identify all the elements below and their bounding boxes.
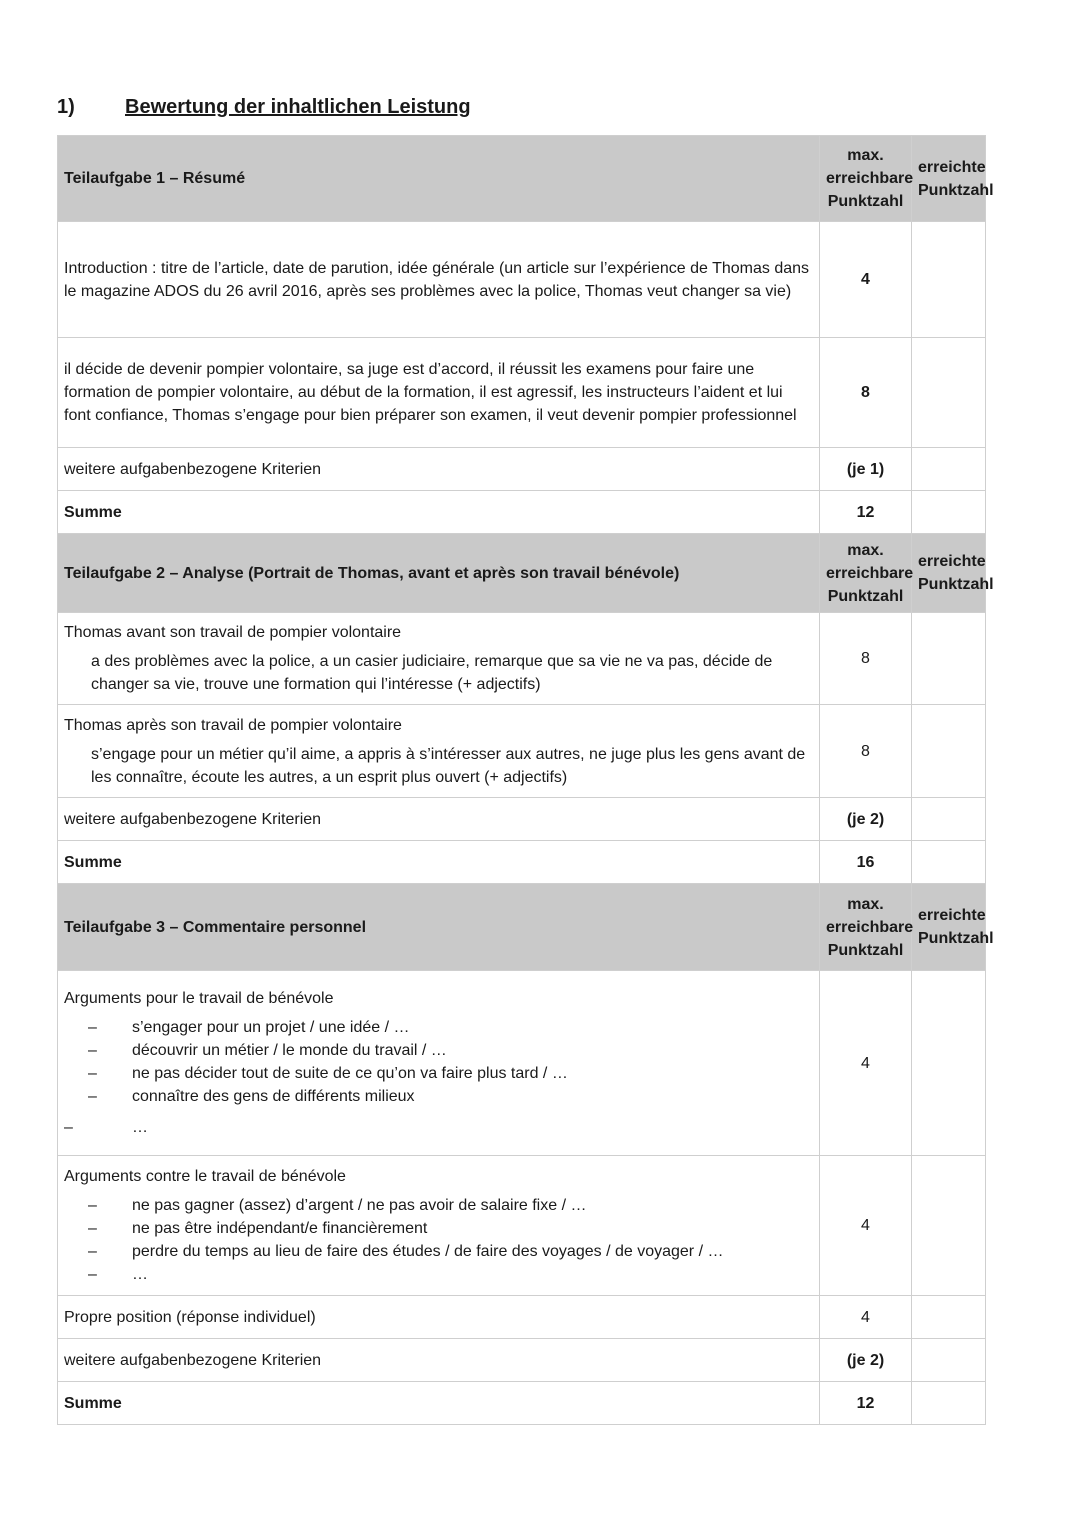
t1-sum-points: 12 xyxy=(820,491,912,534)
achieved-cell[interactable] xyxy=(912,222,986,338)
achieved-cell[interactable] xyxy=(912,338,986,448)
t3-contre-heading: Arguments contre le travail de bénévole xyxy=(64,1168,346,1185)
t2-before xyxy=(58,613,820,705)
t2-title: Teilaufgabe 2 – Analyse (Portrait de Thomas, avant et après son travail bénévole) xyxy=(58,534,820,613)
achieved-cell[interactable] xyxy=(912,705,986,798)
t1-body: il décide de devenir pompier volontaire, sa juge est d’accord, il réussit les examens pour faire une formation de pompier volontaire, au début de la formation, il est agressif, les instructeurs l’aident et lui font confiance, Thomas s’engage pour bien préparer son examen, il veut devenir pompier professionnel xyxy=(58,338,820,448)
list-item: – ne pas gagner (assez) d’argent / ne pas avoir de salaire fixe / … xyxy=(88,1197,587,1214)
max-points-header: max. erreichbare Punktzahl xyxy=(820,136,912,222)
list-item: – ne pas décider tout de suite de ce qu’on va faire plus tard / … xyxy=(88,1065,568,1082)
t3-sum-points: 12 xyxy=(820,1382,912,1425)
achieved-cell[interactable] xyxy=(912,1296,986,1339)
t2-header-row xyxy=(58,534,986,613)
t2-sum-points: 16 xyxy=(820,841,912,884)
table-row xyxy=(58,1382,986,1425)
achieved-cell[interactable] xyxy=(912,491,986,534)
t1-body-points: 8 xyxy=(820,338,912,448)
t2-further: weitere aufgabenbezogene Kriterien xyxy=(58,798,820,841)
t1-further: weitere aufgabenbezogene Kriterien xyxy=(58,448,820,491)
t1-intro: Introduction : titre de l’article, date de parution, idée générale (un article sur l’expérience de Thomas dans le magazine ADOS du 26 avril 2016, après ses problèmes avec la police, Thomas veut changer sa vie) xyxy=(58,222,820,338)
achieved-cell[interactable] xyxy=(912,448,986,491)
list-item: – ne pas être indépendant/e financièrement xyxy=(88,1220,428,1237)
t1-intro-points: 4 xyxy=(820,222,912,338)
achieved-cell[interactable] xyxy=(912,971,986,1156)
table-row xyxy=(58,222,986,338)
t3-pour-heading: Arguments pour le travail de bénévole xyxy=(64,990,334,1007)
table-row xyxy=(58,1339,986,1382)
t3-contre xyxy=(58,1156,820,1296)
list-item: – connaître des gens de différents milieux xyxy=(88,1088,415,1105)
t3-pour-points: 4 xyxy=(820,971,912,1156)
t3-further: weitere aufgabenbezogene Kriterien xyxy=(58,1339,820,1382)
t3-sum: Summe xyxy=(58,1382,820,1425)
achieved-cell[interactable] xyxy=(912,798,986,841)
achieved-points-header: erreichte Punktzahl xyxy=(912,884,986,971)
t3-contre-points: 4 xyxy=(820,1156,912,1296)
t3-position-points: 4 xyxy=(820,1296,912,1339)
table-row xyxy=(58,841,986,884)
t1-further-points: (je 1) xyxy=(820,448,912,491)
list-item: – … xyxy=(88,1266,148,1283)
t1-header-row xyxy=(58,136,986,222)
table-row xyxy=(58,448,986,491)
t2-before-text: a des problèmes avec la police, a un casier judiciaire, remarque que sa vie ne va pas, décide de changer sa vie, trouve une formation qui l’intéresse (+ adjectifs) xyxy=(91,653,773,693)
achieved-cell[interactable] xyxy=(912,1156,986,1296)
t2-sum: Summe xyxy=(58,841,820,884)
max-points-header: max. erreichbare Punktzahl xyxy=(820,884,912,971)
t3-further-points: (je 2) xyxy=(820,1339,912,1382)
t2-after-heading: Thomas après son travail de pompier volontaire xyxy=(64,716,402,734)
t1-sum: Summe xyxy=(58,491,820,534)
t3-contre-list xyxy=(64,1194,813,1286)
achieved-cell[interactable] xyxy=(912,841,986,884)
achieved-points-header: erreichte Punktzahl xyxy=(912,136,986,222)
t2-after-points: 8 xyxy=(820,705,912,798)
achieved-cell[interactable] xyxy=(912,613,986,705)
table-row xyxy=(58,1296,986,1339)
list-item: – découvrir un métier / le monde du travail / … xyxy=(88,1042,447,1059)
t3-header-row xyxy=(58,884,986,971)
section-number: 1) xyxy=(57,96,75,118)
achieved-points-header: erreichte Punktzahl xyxy=(912,534,986,613)
section-heading xyxy=(57,96,471,119)
list-item: – … xyxy=(64,1119,148,1136)
t3-pour xyxy=(58,971,820,1156)
table-row xyxy=(58,491,986,534)
t2-before-points: 8 xyxy=(820,613,912,705)
list-item: – perdre du temps au lieu de faire des études / de faire des voyages / de voyager / … xyxy=(88,1243,724,1260)
t3-pour-list xyxy=(64,1016,813,1108)
list-item: – s’engager pour un projet / une idée / … xyxy=(88,1019,410,1036)
table-row xyxy=(58,1156,986,1296)
max-points-header: max. erreichbare Punktzahl xyxy=(820,534,912,613)
table-row xyxy=(58,705,986,798)
t2-after-text: s’engage pour un métier qu’il aime, a appris à s’intéresser aux autres, ne juge plus les gens avant de les connaître, écoute les autres, a un esprit plus ouvert (+ adjectifs) xyxy=(91,745,806,786)
t3-position: Propre position (réponse individuel) xyxy=(58,1296,820,1339)
t2-before-heading: Thomas avant son travail de pompier volontaire xyxy=(64,624,402,641)
achieved-cell[interactable] xyxy=(912,1339,986,1382)
table-row xyxy=(58,613,986,705)
grading-table xyxy=(57,135,994,1425)
achieved-cell[interactable] xyxy=(912,1382,986,1425)
t2-after xyxy=(58,705,820,798)
table-row xyxy=(58,971,986,1156)
t3-title: Teilaufgabe 3 – Commentaire personnel xyxy=(58,884,820,971)
section-title: Bewertung der inhaltlichen Leistung xyxy=(125,96,471,118)
table-row xyxy=(58,338,986,448)
t1-title: Teilaufgabe 1 – Résumé xyxy=(58,136,820,222)
t2-further-points: (je 2) xyxy=(820,798,912,841)
table-row xyxy=(58,798,986,841)
